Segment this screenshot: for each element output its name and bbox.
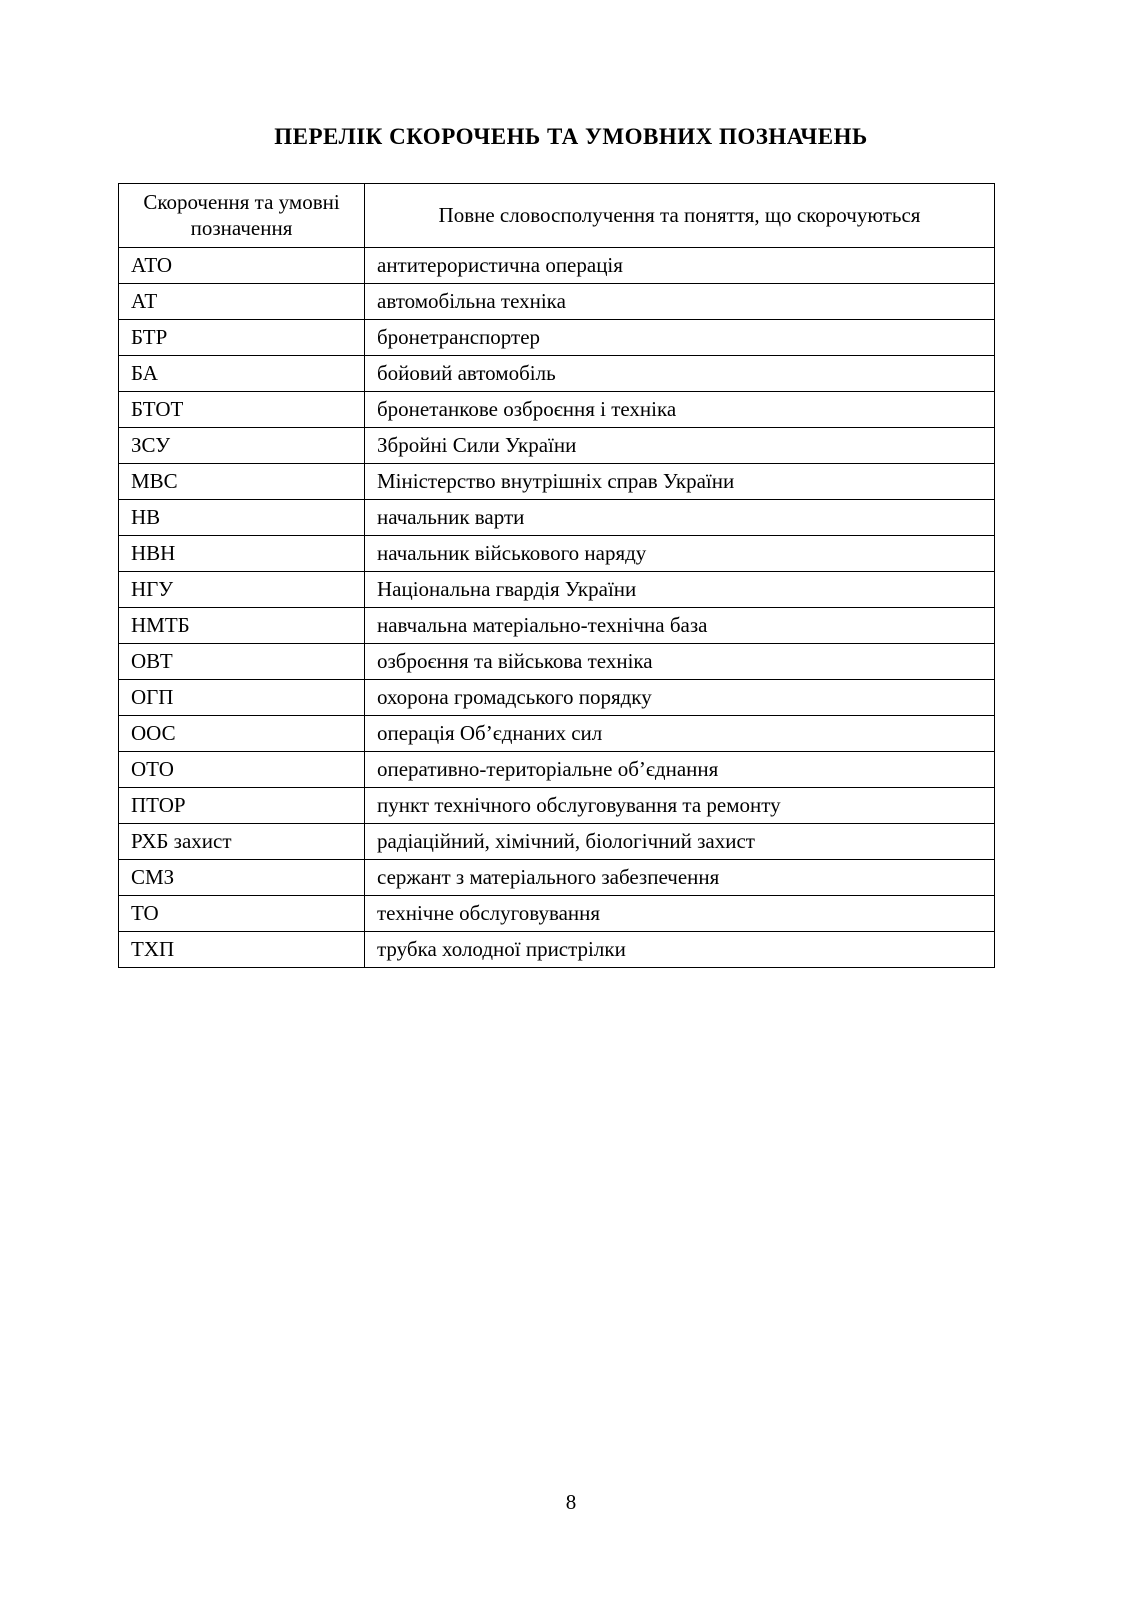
header-abbreviation: Скорочення та умовні позначення bbox=[119, 184, 365, 248]
definition-cell: навчальна матеріально-технічна база bbox=[365, 607, 995, 643]
table-row bbox=[119, 751, 995, 787]
abbreviation-cell: ПТОР bbox=[119, 787, 365, 823]
abbreviation-cell: ЗСУ bbox=[119, 427, 365, 463]
abbreviation-cell: РХБ захист bbox=[119, 823, 365, 859]
abbreviation-cell: ОГП bbox=[119, 679, 365, 715]
table-row bbox=[119, 463, 995, 499]
definition-cell: охорона громадського порядку bbox=[365, 679, 995, 715]
abbreviation-cell: ООС bbox=[119, 715, 365, 751]
page-number: 8 bbox=[565, 1490, 577, 1514]
table-row bbox=[119, 319, 995, 355]
abbreviation-cell: АТО bbox=[119, 247, 365, 283]
table-row bbox=[119, 571, 995, 607]
definition-cell: трубка холодної пристрілки bbox=[365, 931, 995, 967]
table-row bbox=[119, 859, 995, 895]
abbreviation-cell: ОВТ bbox=[119, 643, 365, 679]
definition-cell: операція Об’єднаних сил bbox=[365, 715, 995, 751]
abbreviation-cell: МВС bbox=[119, 463, 365, 499]
abbreviation-cell: НВН bbox=[119, 535, 365, 571]
definition-cell: начальник військового наряду bbox=[365, 535, 995, 571]
abbreviation-cell: ТО bbox=[119, 895, 365, 931]
abbreviation-cell: СМЗ bbox=[119, 859, 365, 895]
table-row bbox=[119, 427, 995, 463]
table-row bbox=[119, 895, 995, 931]
definition-cell: озброєння та військова техніка bbox=[365, 643, 995, 679]
abbreviation-cell: НВ bbox=[119, 499, 365, 535]
header-definition: Повне словосполучення та поняття, що скорочуються bbox=[365, 184, 995, 248]
table-row bbox=[119, 283, 995, 319]
definition-cell: оперативно-територіальне об’єднання bbox=[365, 751, 995, 787]
definition-cell: радіаційний, хімічний, біологічний захист bbox=[365, 823, 995, 859]
abbreviation-cell: НГУ bbox=[119, 571, 365, 607]
definition-cell: Національна гвардія України bbox=[365, 571, 995, 607]
abbreviation-cell: АТ bbox=[119, 283, 365, 319]
abbreviations-table bbox=[118, 183, 995, 968]
table-row bbox=[119, 355, 995, 391]
abbreviations-table-container bbox=[118, 183, 995, 968]
definition-cell: бронетранспортер bbox=[365, 319, 995, 355]
table-row bbox=[119, 715, 995, 751]
definition-cell: пункт технічного обслуговування та ремонту bbox=[365, 787, 995, 823]
definition-cell: антитерористична операція bbox=[365, 247, 995, 283]
page-title: ПЕРЕЛІК СКОРОЧЕНЬ ТА УМОВНИХ ПОЗНАЧЕНЬ bbox=[274, 124, 868, 149]
table-row bbox=[119, 607, 995, 643]
table-row bbox=[119, 499, 995, 535]
table-row bbox=[119, 679, 995, 715]
definition-cell: бронетанкове озброєння і техніка bbox=[365, 391, 995, 427]
definition-cell: Збройні Сили України bbox=[365, 427, 995, 463]
table-row bbox=[119, 643, 995, 679]
abbr-table-body bbox=[119, 247, 995, 967]
abbreviation-cell: ТХП bbox=[119, 931, 365, 967]
definition-cell: Міністерство внутрішніх справ України bbox=[365, 463, 995, 499]
table-row bbox=[119, 535, 995, 571]
abbreviation-cell: НМТБ bbox=[119, 607, 365, 643]
abbreviation-cell: БА bbox=[119, 355, 365, 391]
table-row bbox=[119, 247, 995, 283]
abbreviation-cell: ОТО bbox=[119, 751, 365, 787]
table-row bbox=[119, 787, 995, 823]
table-row bbox=[119, 391, 995, 427]
abbreviation-cell: БТОТ bbox=[119, 391, 365, 427]
table-row bbox=[119, 931, 995, 967]
definition-cell: сержант з матеріального забезпечення bbox=[365, 859, 995, 895]
abbreviation-cell: БТР bbox=[119, 319, 365, 355]
definition-cell: начальник варти bbox=[365, 499, 995, 535]
definition-cell: технічне обслуговування bbox=[365, 895, 995, 931]
definition-cell: бойовий автомобіль bbox=[365, 355, 995, 391]
table-row bbox=[119, 823, 995, 859]
table-header-row bbox=[119, 184, 995, 248]
definition-cell: автомобільна техніка bbox=[365, 283, 995, 319]
table-header bbox=[119, 184, 995, 248]
